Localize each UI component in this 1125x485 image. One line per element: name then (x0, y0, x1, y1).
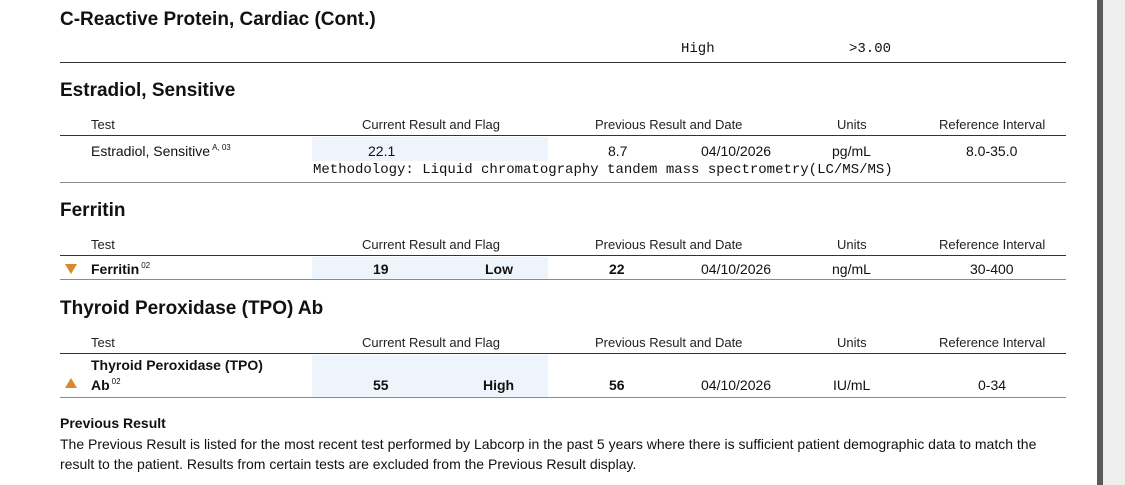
estradiol-previous-result: 8.7 (608, 143, 628, 159)
previous-result-title: Previous Result (60, 415, 166, 431)
ferritin-previous-date: 04/10/2026 (701, 261, 772, 277)
ferritin-footnote: 02 (141, 261, 151, 271)
previous-result-text: The Previous Result is listed for the most recent test performed by Labcorp in the past 5 years where there is sufficient patient demographic data to match the result to the patient. Results from certain tests are excluded from the Previous Result display. (60, 436, 1037, 472)
crp-risk-value: >3.00 (849, 41, 892, 57)
ferritin-flag: Low (485, 261, 513, 277)
estradiol-header-current: Current Result and Flag (362, 117, 501, 132)
estradiol-test-name: Estradiol, Sensitive $^{A, 03}$ (91, 143, 231, 159)
ferritin-test-name: Ferritin $^{02}$ (91, 261, 151, 277)
ferritin-reference: 30-400 (970, 261, 1014, 277)
estradiol-footnote: A, 03 (212, 143, 231, 153)
estradiol-methodology: Methodology: Liquid chromatography tandem mass spectrometry(LC/MS/MS) (313, 162, 893, 178)
tpo-previous-result: 56 (609, 377, 625, 393)
tpo-header-units: Units (837, 335, 867, 350)
tpo-bottom-rule (60, 397, 1066, 398)
ferritin-header-current: Current Result and Flag (362, 237, 501, 252)
tpo-test-name-line2: Ab $^{02}$ (91, 377, 121, 393)
crp-divider (60, 62, 1066, 63)
tpo-test-name-line1: Thyroid Peroxidase (TPO) (91, 357, 263, 373)
triangle-up-icon (65, 378, 77, 388)
tpo-flag: High (483, 377, 515, 393)
ferritin-header-previous: Previous Result and Date (595, 237, 743, 252)
triangle-down-icon (65, 264, 77, 274)
tpo-section-title: Thyroid Peroxidase (TPO) Ab (60, 298, 324, 319)
estradiol-current-shade (312, 137, 548, 161)
estradiol-header-units: Units (837, 117, 867, 132)
viewer-background (1103, 0, 1125, 485)
estradiol-header-rule (60, 135, 1066, 136)
ferritin-section-title: Ferritin (60, 200, 126, 221)
estradiol-header-previous: Previous Result and Date (595, 117, 743, 132)
ferritin-units: ng/mL (832, 261, 871, 277)
tpo-previous-date: 04/10/2026 (701, 377, 772, 393)
tpo-reference: 0-34 (978, 377, 1007, 393)
crp-section-title: C-Reactive Protein, Cardiac (Cont.) (60, 9, 376, 30)
ferritin-previous-result: 22 (609, 261, 625, 277)
tpo-header-test: Test (91, 335, 115, 350)
tpo-header-rule (60, 353, 1066, 354)
estradiol-header-test: Test (91, 117, 115, 132)
tpo-footnote: 02 (111, 377, 121, 387)
estradiol-section-title: Estradiol, Sensitive (60, 80, 236, 101)
tpo-header-reference: Reference Interval (939, 335, 1046, 350)
ferritin-bottom-rule (60, 279, 1066, 280)
tpo-current-result: 55 (373, 377, 389, 393)
estradiol-header-reference: Reference Interval (939, 117, 1046, 132)
crp-risk-label: High (681, 41, 715, 57)
ferritin-header-units: Units (837, 237, 867, 252)
estradiol-bottom-rule (60, 182, 1066, 183)
ferritin-header-rule (60, 255, 1066, 256)
estradiol-current-result: 22.1 (368, 143, 396, 159)
ferritin-current-result: 19 (373, 261, 389, 277)
tpo-units: IU/mL (833, 377, 871, 393)
estradiol-previous-date: 04/10/2026 (701, 143, 772, 159)
tpo-header-previous: Previous Result and Date (595, 335, 743, 350)
estradiol-reference: 8.0-35.0 (966, 143, 1018, 159)
estradiol-units: pg/mL (832, 143, 871, 159)
ferritin-header-test: Test (91, 237, 115, 252)
ferritin-header-reference: Reference Interval (939, 237, 1046, 252)
tpo-header-current: Current Result and Flag (362, 335, 501, 350)
